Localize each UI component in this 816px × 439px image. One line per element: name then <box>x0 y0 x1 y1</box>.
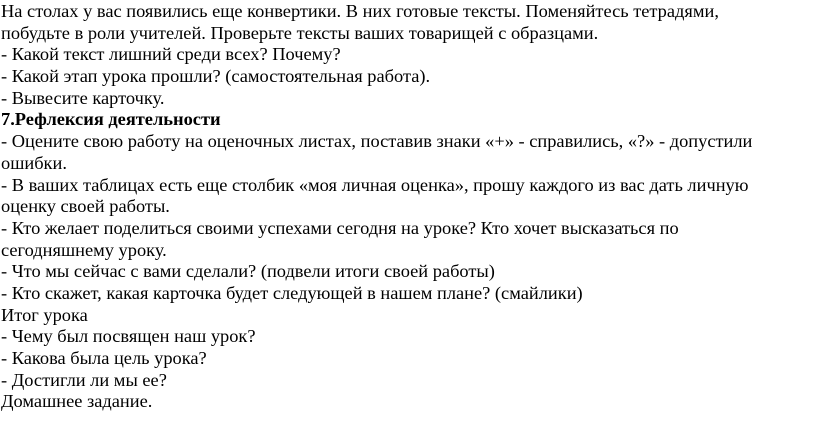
homework-line: Домашнее задание. <box>1 391 153 412</box>
subsection-title: Итог урока <box>1 304 88 325</box>
question-line: - Какова была цель урока? <box>1 348 207 368</box>
question-line: - Кто скажет, какая карточка будет следующей в нашем плане? (смайлики) <box>1 282 583 303</box>
question-line: - Кто желает поделиться своими успехами сегодня на уроке? Кто хочет высказаться по <box>1 217 679 238</box>
instruction-line: - В ваших таблицах есть еще столбик «моя личная оценка», прошу каждого из вас дать личную <box>1 174 749 195</box>
instruction-line: - Оцените свою работу на оценочных листах, поставив знаки «+» - справились, «?» - допустили <box>1 131 753 152</box>
document-body <box>1 1 813 413</box>
instruction-line: - Вывесите карточку. <box>1 87 165 108</box>
question-line: - Чему был посвящен наш урок? <box>1 326 256 347</box>
question-line: - Какой этап урока прошли? (самостоятельная работа). <box>1 66 431 87</box>
instruction-line: оценку своей работы. <box>1 196 170 217</box>
question-line: - Какой текст лишний среди всех? Почему? <box>1 44 341 65</box>
section-heading: 7.Рефлексия деятельности <box>1 109 221 130</box>
question-line: - Достигли ли мы ее? <box>1 369 167 390</box>
paragraph-line: побудьте в роли учителей. Проверьте тексты ваших товарищей с образцами. <box>1 22 599 43</box>
question-line: сегодняшнему уроку. <box>1 239 167 260</box>
question-line: - Что мы сейчас с вами сделали? (подвели итоги своей работы) <box>1 261 495 282</box>
paragraph-line: На столах у вас появились еще конвертики. В них готовые тексты. Поменяйтесь тетрадями, <box>1 1 719 21</box>
instruction-line: ошибки. <box>1 152 67 173</box>
